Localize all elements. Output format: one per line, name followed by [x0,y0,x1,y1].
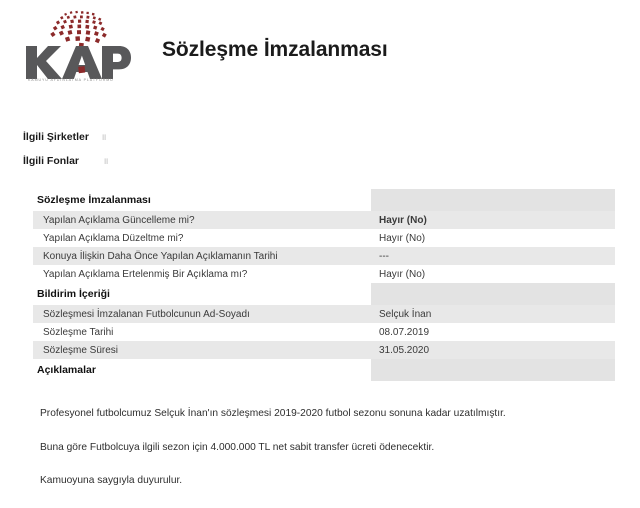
related-funds-marker-icon: ॥ [103,156,109,166]
table-row [33,265,615,283]
page-header [0,0,640,86]
table-row [33,323,615,341]
closing-statement: Kamuoyuna saygıyla duyurulur. [40,475,183,486]
row-value: Hayır (No) [379,268,426,280]
table-row [33,211,615,229]
related-funds-label: İlgili Fonlar [23,155,80,167]
row-label: Konuya İlişkin Daha Önce Yapılan Açıklamanın Tarihi [43,250,278,262]
table-section-header [33,189,615,211]
related-companies-marker-icon: ॥ [100,132,107,142]
table-row [33,247,615,265]
related-row-funds[interactable] [23,154,640,178]
disclosure-body [0,407,640,455]
row-label: Sözleşme Süresi [43,344,119,356]
body-paragraph-2: Buna göre Futbolcuya ilgili sezon için 4.000.000 TL net sabit transfer ücreti ödenecektir. [40,442,435,453]
table-row [33,229,615,247]
row-label: Sözleşme Tarihi [43,326,114,338]
page-title: Sözleşme İmzalanması [162,38,388,61]
logo-wordmark-icon [24,40,132,83]
row-value: 31.05.2020 [379,344,430,356]
row-label: Sözleşmesi İmzalanan Futbolcunun Ad-Soyadı [43,308,250,320]
body-paragraph-1: Profesyonel futbolcumuz Selçuk İnan'ın sözleşmesi 2019-2020 futbol sezonu sonuna kadar uzatılmıştır. [40,408,506,419]
disclosure-table [33,189,615,381]
row-value: Hayır (No) [379,214,427,226]
section-title: Açıklamalar [37,364,96,376]
row-value: 08.07.2019 [379,326,430,338]
table-row [33,341,615,359]
row-value: Selçuk İnan [379,308,432,320]
section-title: Sözleşme İmzalanması [37,194,151,206]
table-section-header [33,359,615,381]
logo-tagline: KAMUYU AYDINLATMA PLATFORMU [28,77,114,83]
table-row [33,305,615,323]
row-label: Yapılan Açıklama Düzeltme mi? [43,232,184,244]
section-title: Bildirim İçeriği [37,288,110,300]
row-value: --- [379,250,389,262]
row-label: Yapılan Açıklama Güncelleme mi? [43,214,195,226]
table-section-header [33,283,615,305]
related-entities-block [0,130,640,178]
row-label: Yapılan Açıklama Ertelenmiş Bir Açıklama mı? [43,268,248,280]
related-companies-label: İlgili Şirketler [23,131,89,143]
related-row-companies[interactable] [23,130,640,154]
row-value: Hayır (No) [379,232,426,244]
kap-logo[interactable] [22,10,134,90]
